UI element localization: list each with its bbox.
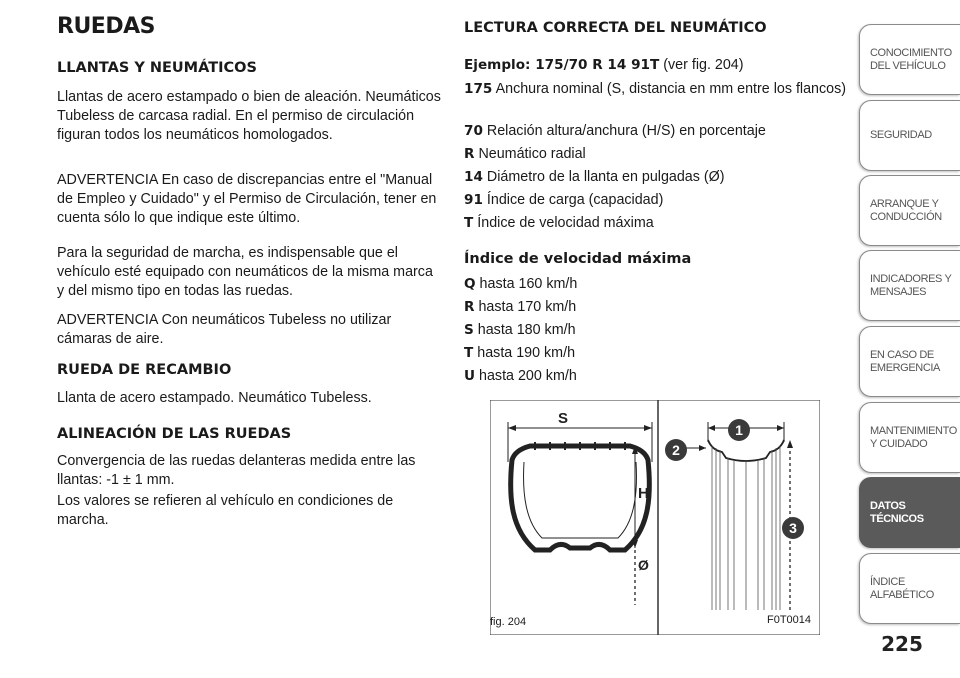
code-description: Relación altura/anchura (H/S) en porcentaje [486, 123, 766, 139]
example-label: Ejemplo: 175/70 R 14 91T [464, 57, 660, 73]
section-title-recambio: RUEDA DE RECAMBIO [57, 362, 232, 378]
svg-text:3: 3 [789, 520, 797, 536]
code-value: R [464, 146, 475, 162]
example-line [464, 56, 824, 75]
code-item [464, 145, 824, 164]
chapter-tab-label: SEGURIDAD [870, 129, 932, 141]
code-description: Anchura nominal (S, distancia en mm entre los flancos) [495, 81, 847, 97]
chapter-tab[interactable] [859, 326, 960, 397]
diameter-label: Ø [638, 557, 649, 573]
example-ref: (ver fig. 204) [663, 57, 744, 73]
code-item [464, 122, 824, 141]
speed-limit: hasta 180 km/h [477, 322, 576, 338]
code-value: 14 [464, 169, 483, 185]
chapter-tab-label: CONOCIMIENTO DEL VEHÍCULO [870, 46, 952, 72]
speed-item [464, 344, 824, 363]
code-description: Índice de carga (capacidad) [486, 192, 664, 208]
code-value: 175 [464, 81, 493, 97]
code-description: Diámetro de la llanta en pulgadas (Ø) [486, 169, 725, 185]
speed-code: T [464, 345, 474, 361]
speed-limit: hasta 200 km/h [479, 368, 577, 384]
chapter-tab[interactable] [859, 24, 960, 95]
code-item [464, 191, 824, 210]
speed-limit: hasta 160 km/h [479, 276, 578, 292]
warning-paragraph: ADVERTENCIA En caso de discrepancias entre el "Manual de Empleo y Cuidado" y el Permiso de Circulación, tener en cuenta sólo lo que indique este último. [57, 172, 437, 226]
s-label: S [558, 410, 569, 427]
paragraph: Convergencia de las ruedas delanteras medida entre las llantas: -1 ± 1 mm. [57, 453, 416, 488]
speed-index-title: Índice de velocidad máxima [464, 251, 692, 267]
section-title-lectura: LECTURA CORRECTA DEL NEUMÁTICO [464, 20, 767, 36]
chapter-tab[interactable] [859, 175, 960, 246]
chapter-tab-label: MANTENIMIENTO Y CUIDADO [870, 424, 957, 450]
code-item [464, 214, 824, 233]
page-number: 225 [881, 632, 923, 656]
callout-1-icon [728, 419, 750, 441]
chapter-tab[interactable] [859, 100, 960, 171]
chapter-tab-label: INDICADORES Y MENSAJES [870, 272, 952, 298]
speed-item [464, 298, 824, 317]
svg-text:2: 2 [672, 442, 680, 458]
h-label: H [638, 485, 649, 502]
chapter-tab-label: EN CASO DE EMERGENCIA [870, 348, 940, 374]
paragraph: Llantas de acero estampado o bien de aleación. Neumáticos Tubeless de carcasa radial. En el permiso de circulación figuran todos los neumáticos homologados. [57, 89, 441, 143]
chapter-tabs [859, 0, 960, 678]
figure-caption: fig. 204 [490, 616, 527, 628]
paragraph: Llanta de acero estampado. Neumático Tubeless. [57, 390, 372, 406]
speed-limit: hasta 170 km/h [478, 299, 577, 315]
speed-code: Q [464, 276, 476, 292]
svg-text:1: 1 [735, 422, 743, 438]
chapter-tab-label: ÍNDICE ALFABÉTICO [870, 575, 934, 601]
code-item [464, 80, 854, 99]
code-description: Neumático radial [478, 146, 586, 162]
callout-2-icon [665, 439, 687, 461]
speed-code: S [464, 322, 474, 338]
chapter-tab[interactable] [859, 553, 960, 624]
page-title: RUEDAS [57, 14, 155, 39]
speed-code: U [464, 368, 476, 384]
callout-3-icon [782, 517, 804, 539]
code-value: 70 [464, 123, 483, 139]
speed-item [464, 321, 824, 340]
chapter-tab-label: ARRANQUE Y CONDUCCIÓN [870, 197, 942, 223]
chapter-tab[interactable] [859, 477, 960, 548]
speed-item [464, 367, 824, 386]
paragraph: Para la seguridad de marcha, es indispensable que el vehículo esté equipado con neumáticos de la misma marca y del mismo tipo en todas las ruedas. [57, 245, 433, 299]
speed-limit: hasta 190 km/h [477, 345, 576, 361]
chapter-tab-label: DATOS TÉCNICOS [870, 499, 924, 525]
code-item [464, 168, 824, 187]
speed-code: R [464, 299, 475, 315]
section-title-llantas: LLANTAS Y NEUMÁTICOS [57, 60, 257, 76]
warning-paragraph: ADVERTENCIA Con neumáticos Tubeless no utilizar cámaras de aire. [57, 312, 392, 347]
figure-code: F0T0014 [767, 614, 812, 626]
figure-frame [490, 400, 820, 635]
chapter-tab[interactable] [859, 402, 960, 473]
speed-item [464, 275, 824, 294]
code-value: T [464, 215, 474, 231]
tire-diagram [490, 400, 820, 635]
code-value: 91 [464, 192, 483, 208]
paragraph: Los valores se refieren al vehículo en condiciones de marcha. [57, 493, 394, 528]
code-description: Índice de velocidad máxima [477, 215, 654, 231]
chapter-tab[interactable] [859, 250, 960, 321]
section-title-alineacion: ALINEACIÓN DE LAS RUEDAS [57, 426, 292, 442]
